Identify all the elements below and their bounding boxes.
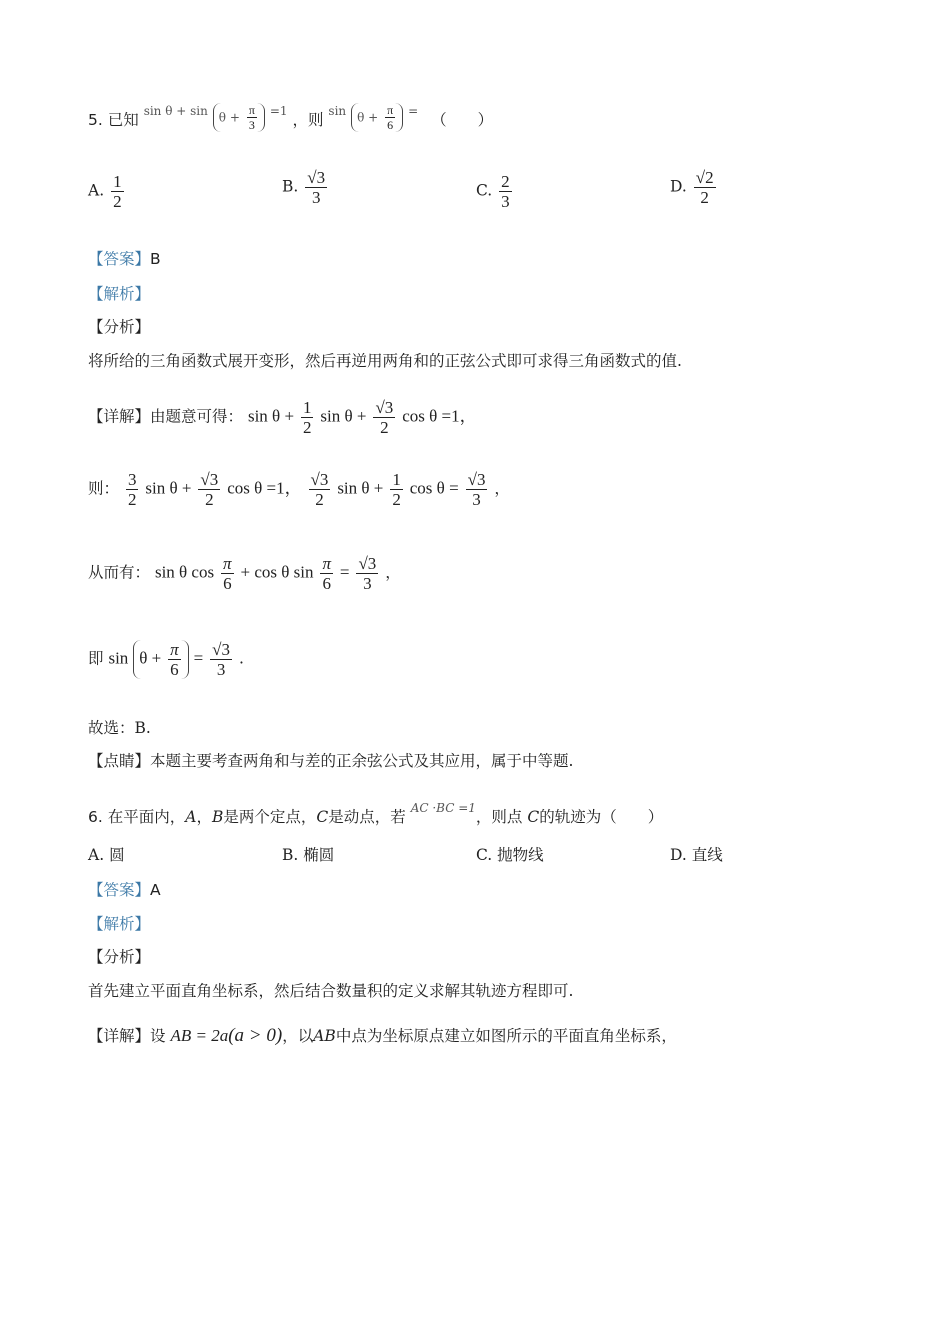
q6-option-a[interactable] [88,844,125,866]
q5-number: 5. [88,111,103,129]
q6-answer-tag: 【答案】 [88,881,151,899]
q5-cond-theta: θ + [218,110,240,124]
q5-cond-left: sin θ + sin [143,104,208,118]
q5-fenxi-text: 将所给的三角函数式展开变形，然后再逆用两角和的正弦公式即可求得三角函数式的值. [88,352,682,370]
q5-detail-line4 [88,640,244,679]
q6-option-d-text: 直线 [691,846,723,864]
q5-eq: = [408,104,419,118]
q5-l3-b: + cos θ sin [240,562,314,582]
q5-l2-d: cos θ = [409,478,459,498]
q6-detail-cond: (a > 0) [228,1025,283,1046]
q6-fenxi-tag: 【分析】 [88,948,151,966]
q5-cond-frac [247,103,257,132]
q5-l2-frac2: $\frac{√3}{2}$ [200,470,219,509]
q5-option-c-label: C. [476,181,493,200]
q5-detail-lead: 由题意可得： [150,407,244,426]
q6-point-a: A [185,808,197,826]
q5-detail-line3 [88,554,401,593]
q5-eq-one: =1 [269,104,288,118]
q5-target-paren [351,103,403,132]
q5-l1-frac2: $\frac{√3}{2}$ [375,398,394,437]
q5-option-a-frac: $\frac{1}{2}$ [113,172,122,211]
q5-detail-tag: 【详解】 [88,407,151,426]
q5-l2-frac3: $\frac{√3}{2}$ [310,470,329,509]
q6-analysis-tag: 【解析】 [88,915,151,933]
q6-fenxi-text: 首先建立平面直角坐标系，然后结合数量积的定义求解其轨迹方程即可. [88,982,574,1000]
q6-option-c-label: C. [476,846,493,864]
q5-option-c[interactable] [476,172,514,211]
q5-option-c-frac: $\frac{2}{3}$ [501,172,510,211]
q5-l3-c: = [339,562,350,582]
q5-detail-line1 [88,398,477,437]
q5-dianjing-text: 本题主要考查两角和与差的正余弦公式及其应用，属于中等题. [150,752,574,770]
q6-text-e: 的轨迹为（ ） [539,808,664,826]
q6-text-d: ，则点 [475,808,523,826]
q5-option-d-label: D. [670,177,687,196]
q5-fenxi-tag: 【分析】 [88,318,151,336]
q5-congerhas: 从而有： [88,563,151,582]
q6-detail-math: AB = 2a [170,1026,229,1045]
q5-target-six: 6 [387,117,394,132]
q5-prefix: 已知 [107,111,139,129]
q6-detail-a: 设 [150,1027,166,1045]
q5-l2-b: cos θ =1， [227,478,302,498]
q6-option-b-text: 椭圆 [303,846,335,864]
q6-text-a: 在平面内， [107,808,186,826]
q6-option-b[interactable] [282,844,334,866]
q5-l4-paren [133,640,188,679]
q5-l1-a: sin θ + [247,406,295,426]
q6-option-a-label: A. [88,846,105,864]
q5-l2-frac5: $\frac{√3}{3}$ [467,470,486,509]
q6-point-b: B [211,808,224,826]
q5-l3-a: sin θ cos [154,562,215,582]
q5-target-frac [385,103,395,132]
q5-blank: （ ） [431,111,494,129]
q5-stem [88,100,493,132]
q5-detail-line2 [88,470,510,509]
q5-cond-pi: π [248,102,255,117]
q5-l2-c: sin θ + [337,478,384,498]
q5-option-a[interactable] [88,172,126,211]
q6-detail-b: ，以 [282,1027,314,1045]
q5-sin: sin [328,104,347,118]
q5-then-label: 则： [88,479,120,498]
q6-sep: ， [196,808,212,826]
q5-answer-tag: 【答案】 [88,250,151,268]
q5-l1-b: sin θ + [320,406,367,426]
q5-dianjing [88,750,573,772]
q5-option-a-label: A. [88,181,105,200]
q5-dianjing-tag: 【点睛】 [88,752,151,770]
q6-answer [88,879,161,901]
q6-cond: AC ·BC =1 [410,801,476,815]
q5-option-b[interactable] [282,168,329,207]
q5-l4-period: . [238,649,244,668]
q6-option-d-label: D. [670,846,687,864]
q6-option-d[interactable] [670,844,723,866]
q5-l4-sin: sin [108,648,129,668]
q5-l3-frac1: $\frac{\pi}{6}$ [223,554,232,593]
q5-cond-paren [213,103,265,132]
q6-answer-value: A [150,881,161,899]
q6-detail-tag: 【详解】 [88,1027,151,1045]
q5-l2-frac4: $\frac{1}{2}$ [392,470,401,509]
q5-option-d-frac: $\frac{√2}{2}$ [695,168,714,207]
q6-option-b-label: B. [282,846,299,864]
q5-l3-comma: ， [385,563,401,582]
q5-answer [88,248,161,270]
q5-l3-frac2: $\frac{\pi}{6}$ [322,554,331,593]
q5-l3-frac3: $\frac{√3}{3}$ [358,554,377,593]
q5-option-b-label: B. [282,177,299,196]
q5-option-b-frac: $\frac{√3}{3}$ [307,168,326,207]
q5-l4-frac2: $\frac{√3}{3}$ [212,640,230,679]
q5-l2-frac1: $\frac{3}{2}$ [127,470,137,509]
q5-then: ，则 [292,111,324,129]
q5-l2-a: sin θ + [145,478,192,498]
q6-detail-ab: AB [313,1027,336,1045]
q6-option-a-text: 圆 [109,846,125,864]
q5-l2-comma: ， [494,479,510,498]
q6-number: 6. [88,808,103,826]
q5-l4-frac1: $\frac{\pi}{6}$ [170,640,179,679]
q5-answer-value: B [150,250,161,268]
q5-l1-c: cos θ =1， [402,406,477,426]
q5-target-theta: θ + [357,110,379,124]
q5-target-pi: π [387,102,394,117]
q6-detail-c: 中点为坐标原点建立如图所示的平面直角坐标系， [335,1027,677,1045]
q6-detail [88,1025,677,1047]
q6-option-c[interactable] [476,844,544,866]
q6-stem [88,797,663,828]
q6-text-b: 是两个定点， [223,808,317,826]
q6-point-c: C [316,808,329,826]
q5-l4-eq: = [193,648,204,668]
q6-text-c: 是动点，若 [328,808,406,826]
q5-analysis-tag: 【解析】 [88,285,151,303]
q5-cond-three: 3 [248,117,255,132]
q5-ji: 即 [88,649,104,668]
q5-choose: 故选：B. [88,719,151,737]
q5-l1-frac1: $\frac{1}{2}$ [302,398,312,437]
q5-option-d[interactable] [670,168,718,207]
q6-point-c2: C [527,808,540,826]
q5-l4-theta: θ + [139,648,162,668]
q6-option-c-text: 抛物线 [497,846,544,864]
